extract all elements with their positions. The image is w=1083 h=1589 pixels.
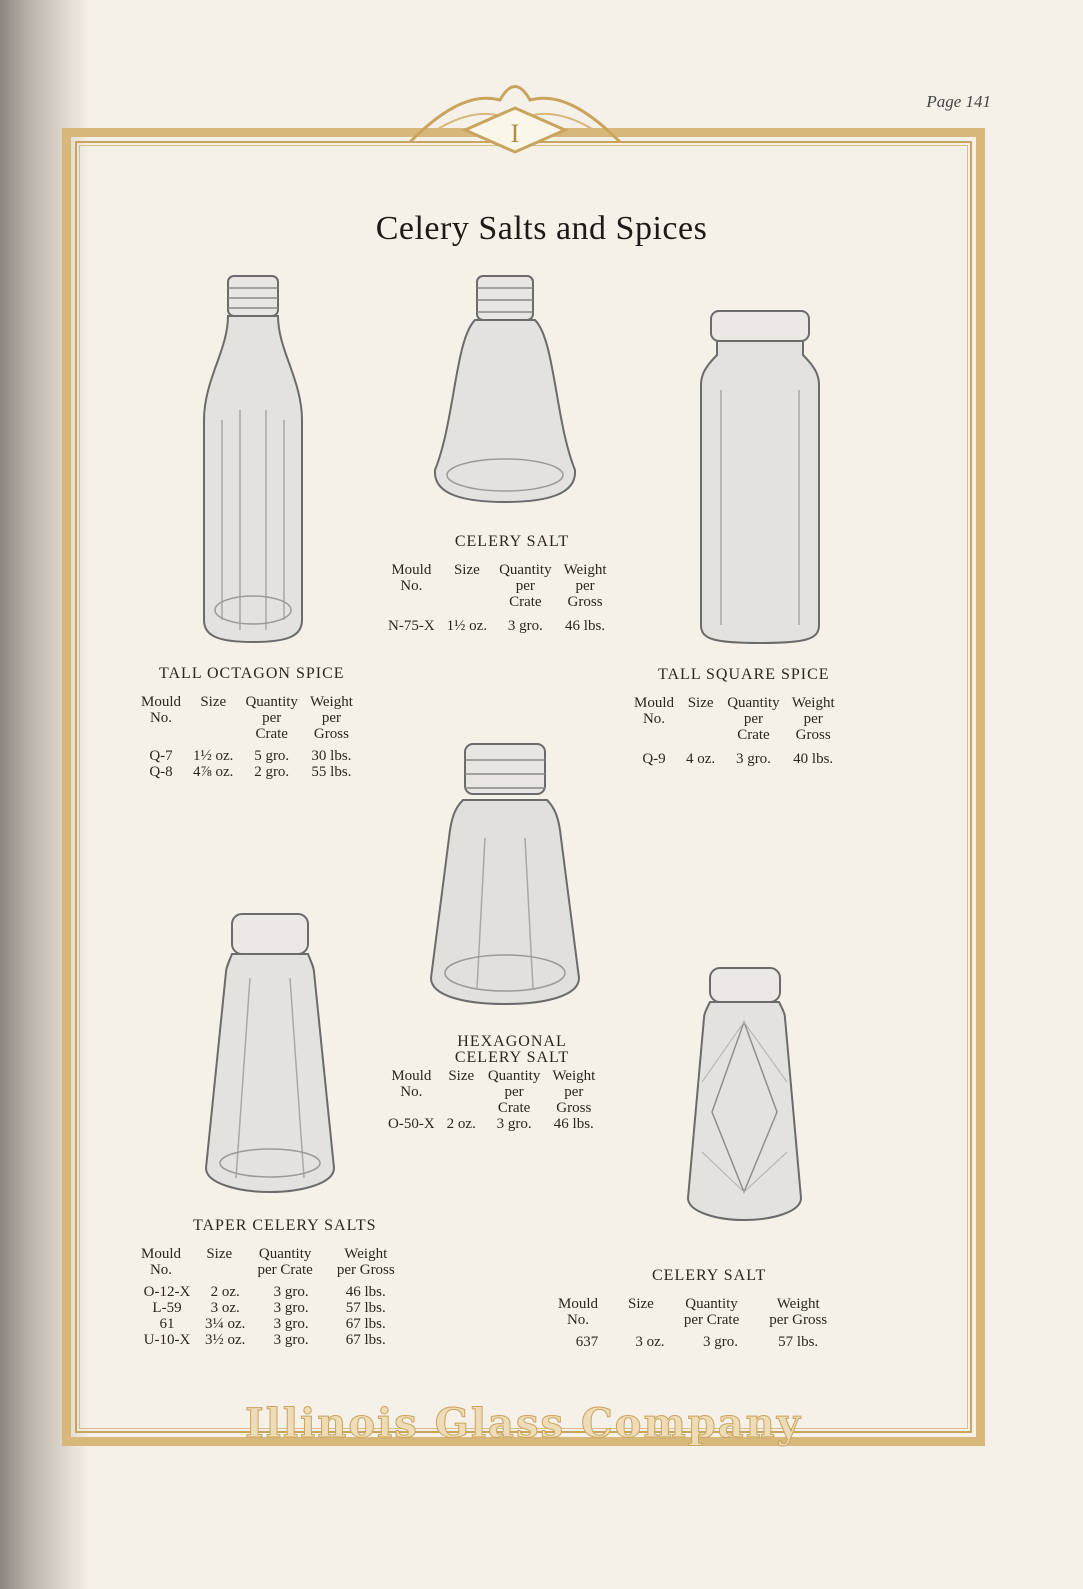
cell-quantity: 2 gro.	[254, 764, 290, 780]
cell-size: 2 oz.	[446, 1116, 476, 1132]
col-header: Mould No.	[141, 1246, 182, 1278]
crest-letter: I	[510, 119, 520, 148]
cell-quantity: 3 gro.	[273, 1316, 309, 1332]
table-row	[135, 1332, 401, 1348]
section-title: HEXAGONAL CELERY SALT	[454, 1033, 570, 1066]
cell-quantity: 3 gro.	[273, 1284, 309, 1300]
cell-weight: 57 lbs.	[778, 1334, 819, 1350]
col-header: Size	[453, 562, 480, 578]
section-title: CELERY SALT	[454, 533, 570, 550]
tall-square-bottle-illustration	[695, 305, 825, 650]
cell-size: 3½ oz.	[205, 1332, 246, 1348]
table-header-row	[135, 694, 359, 742]
col-header: Size	[206, 1246, 233, 1262]
crest-ornament	[400, 72, 630, 162]
cell-mould: L-59	[152, 1300, 182, 1316]
col-header: Size	[448, 1068, 475, 1084]
spec-table	[382, 1068, 601, 1132]
cell-weight: 30 lbs.	[311, 748, 352, 764]
cell-mould: Q-8	[149, 764, 173, 780]
section-tall-octagon-spice	[135, 666, 405, 780]
table-row	[135, 748, 359, 764]
table-row	[135, 1300, 401, 1316]
cell-mould: Q-7	[149, 748, 173, 764]
col-header: Weight per Gross	[552, 1068, 596, 1116]
cell-quantity: 3 gro.	[273, 1332, 309, 1348]
col-header: Mould No.	[558, 1296, 599, 1328]
cell-size: 4⅞ oz.	[193, 764, 234, 780]
spec-table	[628, 695, 841, 767]
cell-weight: 67 lbs.	[345, 1332, 386, 1348]
col-header: Size	[200, 694, 227, 710]
cell-weight: 57 lbs.	[345, 1300, 386, 1316]
table-header-row	[382, 562, 613, 610]
table-row	[135, 1284, 401, 1300]
cell-size: 3¼ oz.	[205, 1316, 246, 1332]
spec-table	[135, 1246, 401, 1348]
footer-banner	[62, 1398, 985, 1446]
spec-table	[382, 562, 613, 634]
cell-weight: 46 lbs.	[345, 1284, 386, 1300]
spec-table	[552, 1296, 833, 1350]
spec-table	[135, 694, 359, 780]
section-taper-celery-salts	[135, 1218, 475, 1348]
table-row	[628, 751, 841, 767]
col-header: Quantity per Crate	[727, 695, 780, 743]
col-header: Size	[687, 695, 714, 711]
section-title: TALL OCTAGON SPICE	[159, 665, 345, 682]
table-header-row	[135, 1246, 401, 1278]
cell-quantity: 3 gro.	[735, 751, 771, 767]
table-header-row	[628, 695, 841, 743]
cell-weight: 55 lbs.	[311, 764, 352, 780]
col-header: Quantity per Crate	[245, 694, 298, 742]
table-row	[382, 1116, 601, 1132]
hexagonal-bottle-illustration	[425, 738, 585, 1008]
cell-weight: 40 lbs.	[793, 751, 834, 767]
cell-mould: U-10-X	[143, 1332, 191, 1348]
section-celery-salt-top	[382, 534, 642, 634]
cell-weight: 67 lbs.	[345, 1316, 386, 1332]
table-row	[382, 618, 613, 634]
col-header: Quantity per Crate	[683, 1296, 740, 1328]
section-title: CELERY SALT	[652, 1267, 767, 1284]
cell-size: 1½ oz.	[193, 748, 234, 764]
taper-bottle-illustration	[200, 908, 340, 1198]
cell-mould: 637	[575, 1334, 599, 1350]
page-title: Celery Salts and Spices	[375, 210, 708, 247]
cell-mould: 61	[159, 1316, 175, 1332]
celery-salt-bell-bottle-illustration	[425, 270, 585, 510]
section-tall-square-spice	[628, 667, 898, 767]
col-header: Quantity per Crate	[499, 562, 552, 610]
cell-size: 3 oz.	[210, 1300, 240, 1316]
table-row	[135, 1316, 401, 1332]
tall-octagon-bottle-illustration	[198, 270, 308, 650]
table-header-row	[552, 1296, 833, 1328]
section-celery-salt-bottom	[552, 1268, 902, 1350]
cell-size: 1½ oz.	[446, 618, 488, 634]
cell-quantity: 3 gro.	[496, 1116, 532, 1132]
col-header: Size	[628, 1296, 654, 1312]
cell-size: 2 oz.	[210, 1284, 240, 1300]
col-header: Mould No.	[634, 695, 675, 727]
cell-weight: 46 lbs.	[565, 618, 606, 634]
section-hexagonal-celery-salt	[382, 1034, 642, 1132]
col-header: Mould No.	[391, 1068, 432, 1100]
col-header: Weight per Gross	[336, 1246, 395, 1278]
cell-mould: Q-9	[642, 751, 666, 767]
col-header: Quantity per Crate	[257, 1246, 313, 1278]
section-title: TALL SQUARE SPICE	[658, 666, 830, 683]
cell-size: 3 oz.	[635, 1334, 665, 1350]
col-header: Weight per Gross	[769, 1296, 828, 1328]
cell-size: 4 oz.	[686, 751, 716, 767]
table-row	[552, 1334, 833, 1350]
company-name: Illinois Glass Company	[245, 1400, 802, 1447]
cell-quantity: 3 gro.	[507, 618, 543, 634]
col-header: Quantity per Crate	[487, 1068, 541, 1116]
col-header: Mould No.	[141, 694, 182, 726]
cell-quantity: 5 gro.	[254, 748, 290, 764]
col-header: Weight per Gross	[563, 562, 607, 610]
cell-mould: O-50-X	[388, 1116, 435, 1132]
cell-quantity: 3 gro.	[273, 1300, 309, 1316]
page-number: Page 141	[926, 92, 991, 111]
col-header: Mould No.	[391, 562, 432, 594]
celery-salt-diamond-bottle-illustration	[682, 962, 807, 1224]
col-header: Weight per Gross	[791, 695, 835, 743]
cell-quantity: 3 gro.	[703, 1334, 739, 1350]
cell-mould: O-12-X	[143, 1284, 191, 1300]
section-title: TAPER CELERY SALTS	[193, 1217, 377, 1234]
table-row	[135, 764, 359, 780]
cell-weight: 46 lbs.	[553, 1116, 594, 1132]
cell-mould: N-75-X	[388, 618, 435, 634]
col-header: Weight per Gross	[309, 694, 353, 742]
table-header-row	[382, 1068, 601, 1116]
